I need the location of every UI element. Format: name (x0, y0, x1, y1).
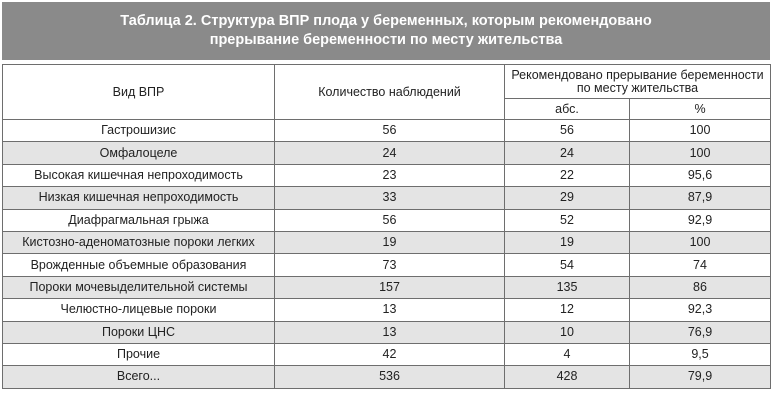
cell-count: 42 (275, 343, 505, 365)
table-row (3, 276, 771, 298)
cell-abs: 22 (505, 164, 630, 186)
cell-abs: 4 (505, 343, 630, 365)
cell-pct: 100 (630, 142, 771, 164)
header-abs: абс. (505, 99, 630, 120)
table-row (3, 321, 771, 343)
cell-count: 13 (275, 299, 505, 321)
cell-count: 73 (275, 254, 505, 276)
cell-type: Низкая кишечная непроходимость (3, 187, 275, 209)
header-pct: % (630, 99, 771, 120)
cell-type: Гастрошизис (3, 120, 275, 142)
data-table (2, 64, 771, 389)
cell-type: Кистозно-аденоматозные пороки легких (3, 231, 275, 253)
table-title-line-2: прерывание беременности по месту жительства (209, 32, 563, 48)
cell-pct: 92,3 (630, 299, 771, 321)
cell-abs: 24 (505, 142, 630, 164)
table-row (3, 120, 771, 142)
cell-pct: 86 (630, 276, 771, 298)
header-type: Вид ВПР (3, 65, 275, 120)
cell-type: Челюстно-лицевые пороки (3, 299, 275, 321)
table-title-line-1: Таблица 2. Структура ВПР плода у беременных, которым рекомендовано (120, 13, 652, 29)
cell-type: Всего... (3, 366, 275, 388)
header-recommended-group: Рекомендовано прерывание беременности по месту жительства (505, 65, 771, 99)
cell-abs: 29 (505, 187, 630, 209)
cell-type: Прочие (3, 343, 275, 365)
cell-count: 23 (275, 164, 505, 186)
cell-count: 56 (275, 120, 505, 142)
cell-type: Пороки ЦНС (3, 321, 275, 343)
cell-abs: 54 (505, 254, 630, 276)
cell-abs: 19 (505, 231, 630, 253)
cell-type: Врожденные объемные образования (3, 254, 275, 276)
table-row (3, 187, 771, 209)
cell-count: 19 (275, 231, 505, 253)
cell-abs: 10 (505, 321, 630, 343)
cell-pct: 79,9 (630, 366, 771, 388)
cell-pct: 87,9 (630, 187, 771, 209)
cell-pct: 95,6 (630, 164, 771, 186)
table-row (3, 209, 771, 231)
cell-count: 157 (275, 276, 505, 298)
cell-pct: 9,5 (630, 343, 771, 365)
cell-abs: 56 (505, 120, 630, 142)
cell-count: 56 (275, 209, 505, 231)
table-row (3, 254, 771, 276)
total-row (3, 366, 771, 388)
cell-count: 536 (275, 366, 505, 388)
cell-type: Омфалоцеле (3, 142, 275, 164)
cell-abs: 135 (505, 276, 630, 298)
header-count: Количество наблюдений (275, 65, 505, 120)
cell-abs: 428 (505, 366, 630, 388)
cell-abs: 12 (505, 299, 630, 321)
cell-count: 24 (275, 142, 505, 164)
cell-count: 13 (275, 321, 505, 343)
table-row (3, 343, 771, 365)
table-title (2, 2, 770, 60)
cell-pct: 92,9 (630, 209, 771, 231)
table-row (3, 164, 771, 186)
table-row (3, 231, 771, 253)
table-row (3, 142, 771, 164)
cell-pct: 100 (630, 231, 771, 253)
table-row (3, 299, 771, 321)
cell-pct: 76,9 (630, 321, 771, 343)
cell-pct: 100 (630, 120, 771, 142)
cell-pct: 74 (630, 254, 771, 276)
cell-abs: 52 (505, 209, 630, 231)
cell-count: 33 (275, 187, 505, 209)
cell-type: Пороки мочевыделительной системы (3, 276, 275, 298)
cell-type: Высокая кишечная непроходимость (3, 164, 275, 186)
cell-type: Диафрагмальная грыжа (3, 209, 275, 231)
